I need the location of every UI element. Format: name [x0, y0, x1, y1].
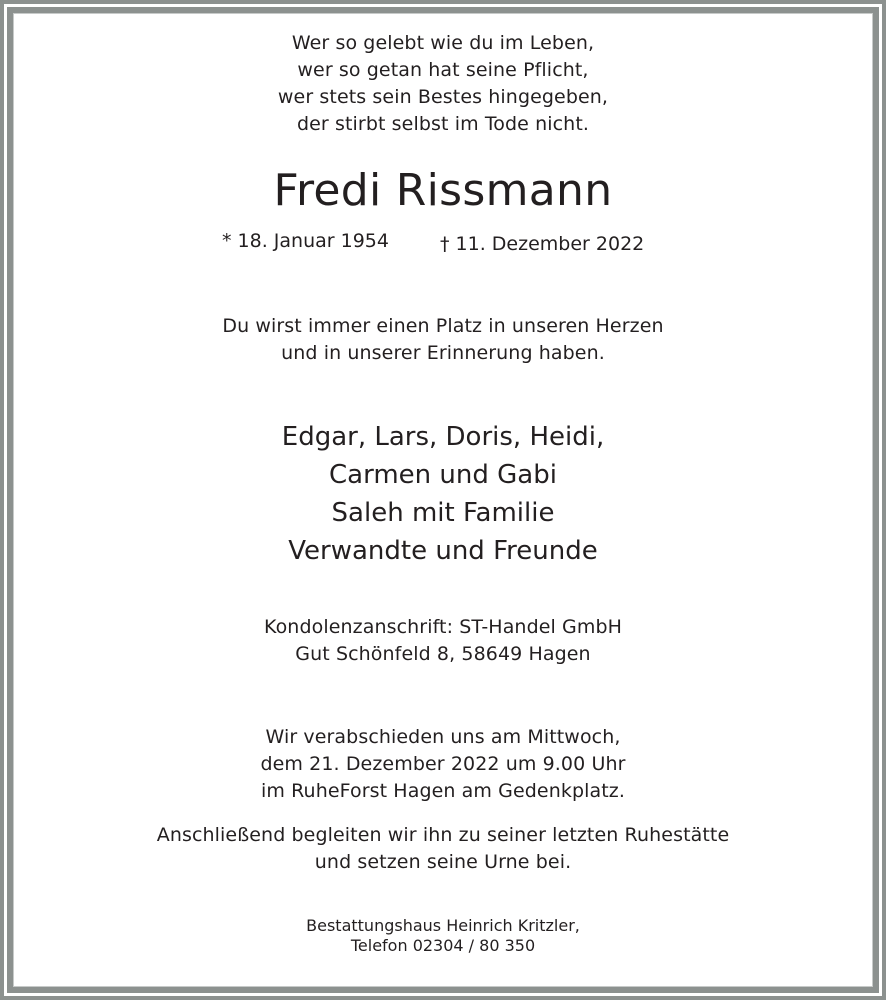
memory-line: Du wirst immer einen Platz in unseren Herzen: [222, 315, 664, 337]
burial-line: und setzen seine Urne bei.: [314, 851, 572, 873]
death-date: † 11. Dezember 2022: [440, 233, 645, 255]
poem-line: wer so getan hat seine Pflicht,: [297, 59, 589, 81]
poem-line: der stirbt selbst im Tode nicht.: [296, 113, 590, 135]
mourner-line: Verwandte und Freunde: [288, 536, 598, 566]
mourners-list: [0, 418, 886, 570]
mourner-line: Carmen und Gabi: [329, 460, 557, 490]
poem-line: Wer so gelebt wie du im Leben,: [291, 32, 595, 54]
mourner-line: Edgar, Lars, Doris, Heidi,: [281, 422, 605, 452]
service-line: Wir verabschieden uns am Mittwoch,: [265, 726, 621, 748]
farewell-service: [0, 724, 886, 805]
memory-line: und in unserer Erinnerung haben.: [281, 342, 605, 364]
condolence-line: Kondolenzanschrift: ST-Handel GmbH: [263, 616, 623, 638]
condolence-line: Gut Schönfeld 8, 58649 Hagen: [295, 643, 591, 665]
undertaker-line: Telefon 02304 / 80 350: [350, 936, 536, 955]
burial-info: [0, 822, 886, 876]
burial-line: Anschließend begleiten wir ihn zu seiner letzten Ruhestätte: [156, 824, 730, 846]
poem-line: wer stets sein Bestes hingegeben,: [277, 86, 609, 108]
undertaker-line: Bestattungshaus Heinrich Kritzler,: [306, 916, 580, 935]
service-line: dem 21. Dezember 2022 um 9.00 Uhr: [260, 753, 626, 775]
mourner-line: Saleh mit Familie: [331, 498, 555, 528]
service-line: im RuheForst Hagen am Gedenkplatz.: [260, 780, 626, 802]
memory-message: [0, 313, 886, 367]
life-dates: [0, 230, 886, 258]
memorial-poem: [0, 30, 886, 138]
undertaker-contact: [0, 916, 886, 956]
birth-date: * 18. Januar 1954: [222, 230, 389, 252]
deceased-name: Fredi Rissmann: [273, 165, 613, 216]
condolence-address: [0, 614, 886, 668]
